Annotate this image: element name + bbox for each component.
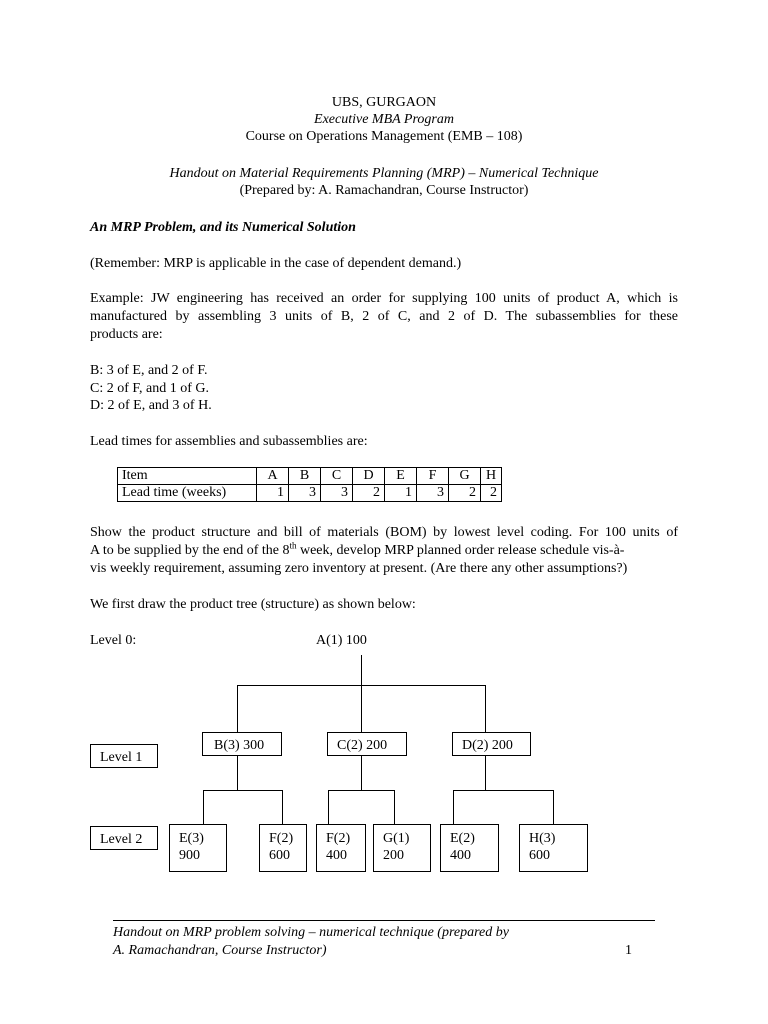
tree-node-e-under-b [169,824,227,872]
table-cell: 2 [353,485,385,502]
handout-title: Handout on Material Requirements Planning (MRP) – Numerical Technique [169,166,599,181]
footer-line-2: A. Ramachandran, Course Instructor) [113,943,327,958]
tree-node-e-under-d [440,824,499,872]
tree-node-g-under-c [373,824,431,872]
level-1-label: Level 1 [90,744,158,768]
node-code: E(2) [450,831,475,846]
node-code: E(3) [179,831,204,846]
table-cell: 1 [385,485,417,502]
tree-node-f-under-b [259,824,307,872]
example-line-2: manufactured by assembling 3 units of B, 2 of C, and 2 of D. The subassemblies for these [90,309,678,324]
tree-node-d: D(2) 200 [452,732,531,756]
level-0-label: Level 0: [90,633,137,648]
instructions-superscript: th [289,540,297,551]
tree-node-h-under-d [519,824,588,872]
table-row-label: Lead time (weeks) [118,485,257,502]
table-header-cell: E [385,468,417,485]
table-cell: 2 [449,485,481,502]
table-header-cell: A [257,468,289,485]
instructions-line-1: Show the product structure and bill of materials (BOM) by lowest level coding. For 100 units of [90,525,678,540]
subassembly-d: D: 2 of E, and 3 of H. [90,398,212,413]
table-cell: 2 [481,485,502,502]
table-header-cell: F [417,468,449,485]
table-cell: 3 [289,485,321,502]
footer-divider [113,920,655,921]
instructions-line-2-end: week, develop MRP planned order release schedule vis-à- [296,543,625,558]
subassembly-b: B: 3 of E, and 2 of F. [90,363,208,378]
section-title: An MRP Problem, and its Numerical Solution [90,220,356,235]
institution-name: UBS, GURGAON [331,95,437,110]
node-quantity: 600 [269,848,290,863]
table-cell: 3 [417,485,449,502]
page-number: 1 [625,943,632,958]
course-name: Course on Operations Management (EMB – 108) [245,129,523,144]
example-line-1: Example: JW engineering has received an order for supplying 100 units of product A, which is [90,291,678,306]
remember-note: (Remember: MRP is applicable in the case of dependent demand.) [90,256,462,271]
program-name: Executive MBA Program [314,112,454,127]
table-header-cell: C [321,468,353,485]
table-cell: 1 [257,485,289,502]
prepared-by: (Prepared by: A. Ramachandran, Course Instructor) [239,183,529,198]
node-quantity: 400 [450,848,471,863]
node-quantity: 600 [529,848,550,863]
node-code: F(2) [269,831,294,846]
level-2-label: Level 2 [90,826,158,850]
example-line-3: products are: [90,327,163,342]
instructions-line-2-start: A to be supplied by the end of the 8 [90,543,290,558]
tree-node-f-under-c [316,824,366,872]
node-code: G(1) [383,831,410,846]
tree-intro: We first draw the product tree (structure) as shown below: [90,597,416,612]
node-quantity: 900 [179,848,200,863]
tree-node-c: C(2) 200 [327,732,407,756]
table-header-cell: B [289,468,321,485]
node-code: F(2) [326,831,351,846]
table-header-cell: H [481,468,502,485]
table-header-cell: D [353,468,385,485]
lead-times-intro: Lead times for assemblies and subassemblies are: [90,434,368,449]
node-quantity: 200 [383,848,404,863]
table-cell: 3 [321,485,353,502]
subassembly-c: C: 2 of F, and 1 of G. [90,381,210,396]
tree-root-a: A(1) 100 [316,633,367,648]
tree-node-b: B(3) 300 [202,732,282,756]
footer-line-1: Handout on MRP problem solving – numerical technique (prepared by [113,925,509,940]
instructions-line-3: vis weekly requirement, assuming zero inventory at present. (Are there any other assumptions?) [90,561,628,576]
node-code: H(3) [529,831,556,846]
table-header-cell: G [449,468,481,485]
table-row-label: Item [118,468,257,485]
node-quantity: 400 [326,848,347,863]
